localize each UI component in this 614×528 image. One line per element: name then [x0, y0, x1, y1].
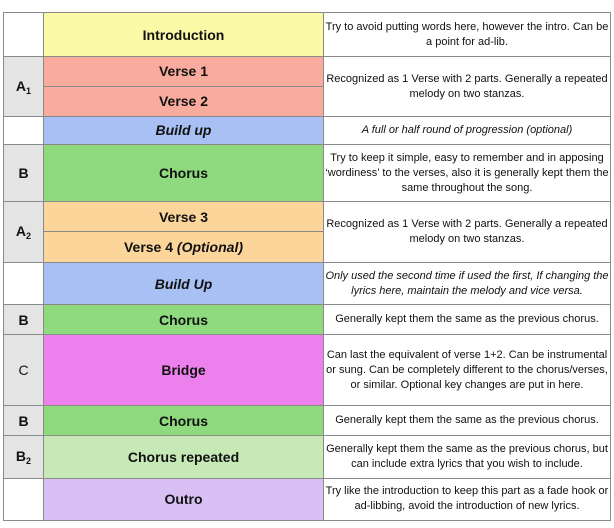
part-verse-2: Verse 2 — [44, 86, 324, 116]
desc-build-up-2: Only used the second time if used the first, If changing the lyrics here, maintain the melody and vice versa. — [324, 262, 611, 304]
part-verse-4-label: Verse 4 — [123, 238, 177, 255]
part-chorus-2: Chorus — [44, 305, 324, 335]
row-build-up-2 — [4, 262, 611, 304]
section-label-empty — [4, 116, 44, 144]
section-label-empty — [4, 478, 44, 520]
row-introduction — [4, 13, 611, 57]
section-label-b2: B — [4, 305, 44, 335]
row-chorus-repeated — [4, 436, 611, 478]
desc-a1: Recognized as 1 Verse with 2 parts. Generally a repeated melody on two stanzas. — [324, 57, 611, 116]
section-label-a1-sub: 1 — [26, 85, 32, 96]
section-label-a1 — [4, 57, 44, 116]
section-label-a2-letter: A — [15, 223, 27, 240]
section-label-a2 — [4, 202, 44, 262]
section-label-empty — [4, 262, 44, 304]
part-bridge: Bridge — [44, 335, 324, 406]
section-label-a2-sub: 2 — [26, 231, 32, 242]
section-label-empty — [4, 13, 44, 57]
desc-bridge: Can last the equivalent of verse 1+2. Can be instrumental or sung. Can be completely different to the chorus/verses, or similar. Optional key changes are put in here. — [324, 335, 611, 406]
row-verse-3 — [4, 202, 611, 231]
row-chorus-1 — [4, 145, 611, 202]
part-outro: Outro — [44, 478, 324, 520]
part-build-up-2: Build Up — [44, 262, 324, 304]
part-verse-4-optional: (Optional) — [176, 238, 244, 255]
row-chorus-2 — [4, 305, 611, 335]
part-verse-1: Verse 1 — [44, 57, 324, 86]
part-verse-4 — [44, 231, 324, 262]
part-chorus-1: Chorus — [44, 145, 324, 202]
row-verse-1 — [4, 57, 611, 86]
desc-outro: Try like the introduction to keep this part as a fade hook or ad-libbing, avoid the introduction of new lyrics. — [324, 478, 611, 520]
song-structure-table — [3, 12, 611, 521]
section-label-b2-repeat — [4, 436, 44, 478]
part-chorus-repeated: Chorus repeated — [44, 436, 324, 478]
row-bridge — [4, 335, 611, 406]
part-introduction: Introduction — [44, 13, 324, 57]
desc-chorus-repeated: Generally kept them the same as the previous chorus, but can include extra lyrics that you wish to include. — [324, 436, 611, 478]
part-chorus-3: Chorus — [44, 406, 324, 436]
section-label-a1-letter: A — [15, 77, 27, 94]
section-label-b2-repeat-sub: 2 — [26, 455, 32, 466]
desc-introduction: Try to avoid putting words here, however the intro. Can be a point for ad-lib. — [324, 13, 611, 57]
section-label-b3: B — [4, 406, 44, 436]
row-chorus-3 — [4, 406, 611, 436]
section-label-b2-repeat-letter: B — [15, 447, 27, 464]
part-build-up-1: Build up — [44, 116, 324, 144]
section-label-c: C — [4, 335, 44, 406]
desc-chorus-3: Generally kept them the same as the previous chorus. — [324, 406, 611, 436]
row-build-up-1 — [4, 116, 611, 144]
part-verse-3: Verse 3 — [44, 202, 324, 231]
desc-chorus-2: Generally kept them the same as the previous chorus. — [324, 305, 611, 335]
row-outro — [4, 478, 611, 520]
desc-build-up-1: A full or half round of progression (optional) — [324, 116, 611, 144]
desc-a2: Recognized as 1 Verse with 2 parts. Generally a repeated melody on two stanzas. — [324, 202, 611, 262]
section-label-b1: B — [4, 145, 44, 202]
desc-chorus-1: Try to keep it simple, easy to remember and in apposing ‘wordiness’ to the verses, also it is generally kept them the same throughout the song. — [324, 145, 611, 202]
